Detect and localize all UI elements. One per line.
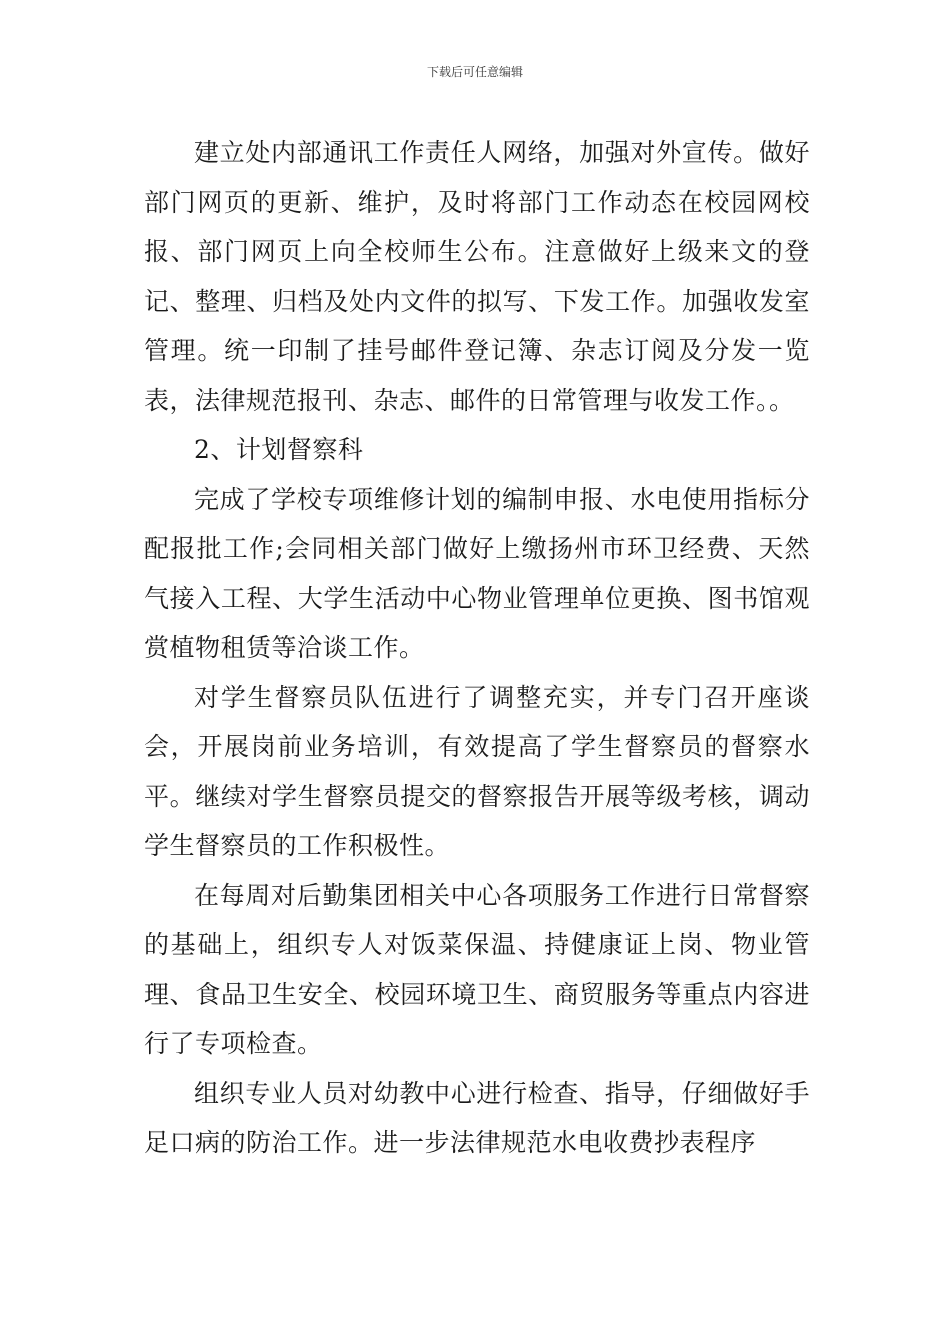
paragraph-weekly-inspection: 在每周对后勤集团相关中心各项服务工作进行日常督察的基础上，组织专人对饭菜保温、持健康证上岗、物业管理、食品卫生安全、校园环境卫生、商贸服务等重点内容进行了专项检查。 xyxy=(144,880,810,1058)
section-heading-planning-supervision: 2、计划督察科 xyxy=(194,435,364,464)
paragraph-kindergarten-inspection: 组织专业人员对幼教中心进行检查、指导，仔细做好手足口病的防治工作。进一步法律规范水电收费抄表程序 xyxy=(144,1078,810,1157)
paragraph-office-communications: 建立处内部通讯工作责任人网络，加强对外宣传。做好部门网页的更新、维护，及时将部门工作动态在校园网校报、部门网页上向全校师生公布。注意做好上级来文的登记、整理、归档及处内文件的拟写、下发工作。加强收发室管理。统一印制了挂号邮件登记簿、杂志订阅及分发一览表，法律规范报刊、杂志、邮件的日常管理与收发工作。。 xyxy=(144,138,810,415)
paragraph-student-supervisors: 对学生督察员队伍进行了调整充实，并专门召开座谈会，开展岗前业务培训，有效提高了学生督察员的督察水平。继续对学生督察员提交的督察报告开展等级考核，调动学生督察员的工作积极性。 xyxy=(144,682,810,860)
page-header-note: 下载后可任意编辑 xyxy=(426,65,523,79)
paragraph-maintenance-plan: 完成了学校专项维修计划的编制申报、水电使用指标分配报批工作;会同相关部门做好上缴扬州市环卫经费、天然气接入工程、大学生活动中心物业管理单位更换、图书馆观赏植物租赁等洽谈工作。 xyxy=(144,484,810,662)
document-body xyxy=(144,128,810,1168)
